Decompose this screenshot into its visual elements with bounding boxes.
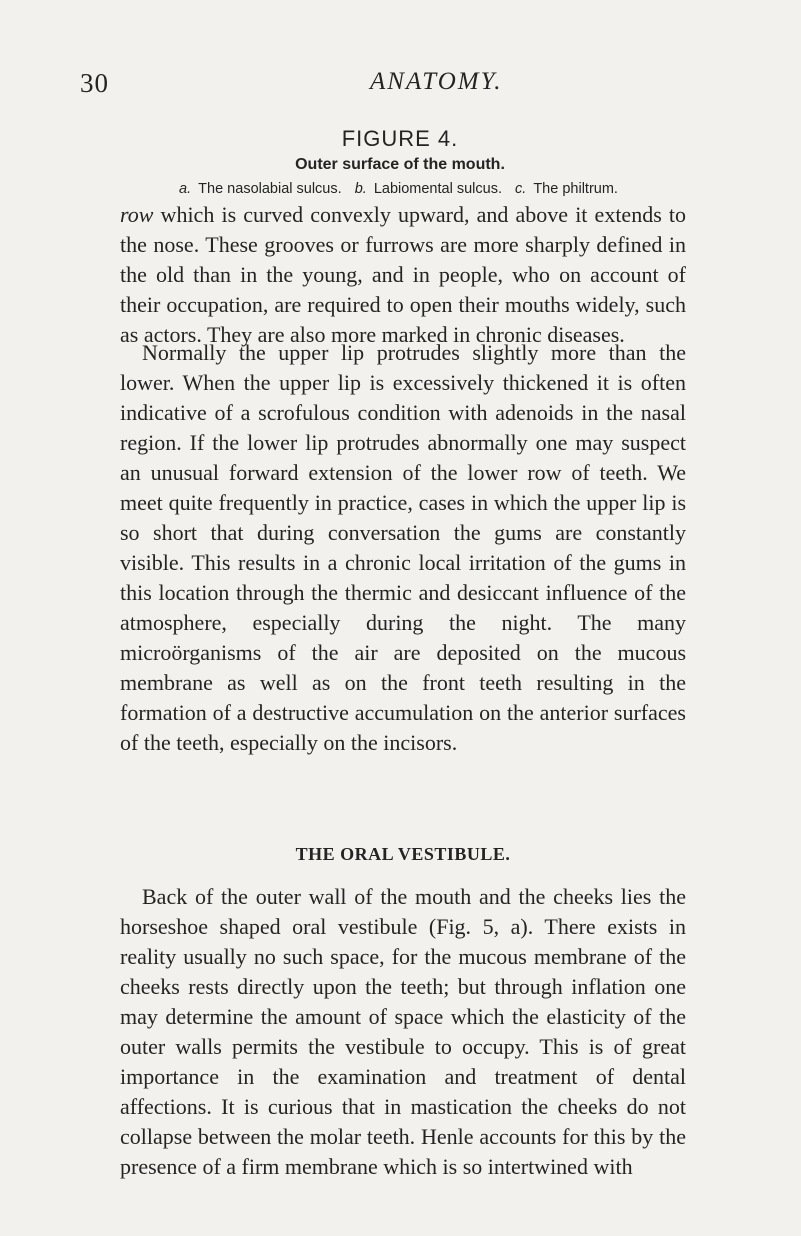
legend-text: Labiomental sulcus. [373, 181, 502, 197]
legend-item [179, 181, 345, 197]
running-head [80, 68, 720, 108]
figure-legend [80, 179, 720, 199]
legend-text: The nasolabial sulcus. [198, 181, 342, 197]
legend-item [355, 181, 505, 197]
figure-caption [80, 126, 720, 199]
running-title: ANATOMY. [370, 68, 503, 95]
legend-letter: c. [515, 181, 527, 197]
section-heading: THE ORAL VESTIBULE. [295, 844, 511, 864]
italic-word: row [120, 202, 154, 227]
paragraph-1-text: which is curved convexly upward, and above it extends to the nose. These grooves or furrows are more sharply defined in the old than in the young, and in people, who on account of their occupation, are required to open their mouths widely, such as actors. They are also more marked in chronic diseases. [120, 202, 686, 347]
page-number: 30 [80, 68, 109, 98]
legend-letter: a. [179, 181, 192, 197]
legend-letter: b. [354, 181, 367, 197]
paragraph-2-text: Normally the upper lip protrudes slightly more than the lower. When the upper lip is excessively thickened it is often indicative of a scrofulous condition with adenoids in the nasal region. If the lower lip protrudes abnormally one may suspect an unusual forward extension of the lower row of teeth. We meet quite frequently in practice, cases in which the upper lip is so short that during conversation the gums are constantly visible. This results in a chronic local irritation of the gums in this location through the thermic and desiccant influence of the atmosphere, especially during the night. The many microörganisms of the air are deposited on the mucous membrane as well as on the front teeth resulting in the formation of a destructive accumulation on the anterior surfaces of the teeth, especially on the incisors. [120, 340, 686, 755]
paragraph-3 [120, 882, 686, 1182]
legend-text: The philtrum. [533, 181, 618, 197]
figure-subtitle: Outer surface of the mouth. [295, 156, 505, 173]
paragraph-1 [120, 200, 686, 350]
legend-item [515, 181, 621, 197]
paragraph-2 [120, 338, 686, 758]
figure-title: FIGURE 4. [341, 126, 459, 151]
paragraph-3-text: Back of the outer wall of the mouth and the cheeks lies the horseshoe shaped oral vestibule (Fig. 5, a). There exists in reality usually no such space, for the mucous membrane of the cheeks rests directly upon the teeth; but through inflation one may determine the amount of space which the elasticity of the outer walls permits the vestibule to occupy. This is of great importance in the examination and treatment of dental affections. It is curious that in mastication the cheeks do not collapse between the molar teeth. Henle accounts for this by the presence of a firm membrane which is so intertwined with [120, 884, 686, 1179]
